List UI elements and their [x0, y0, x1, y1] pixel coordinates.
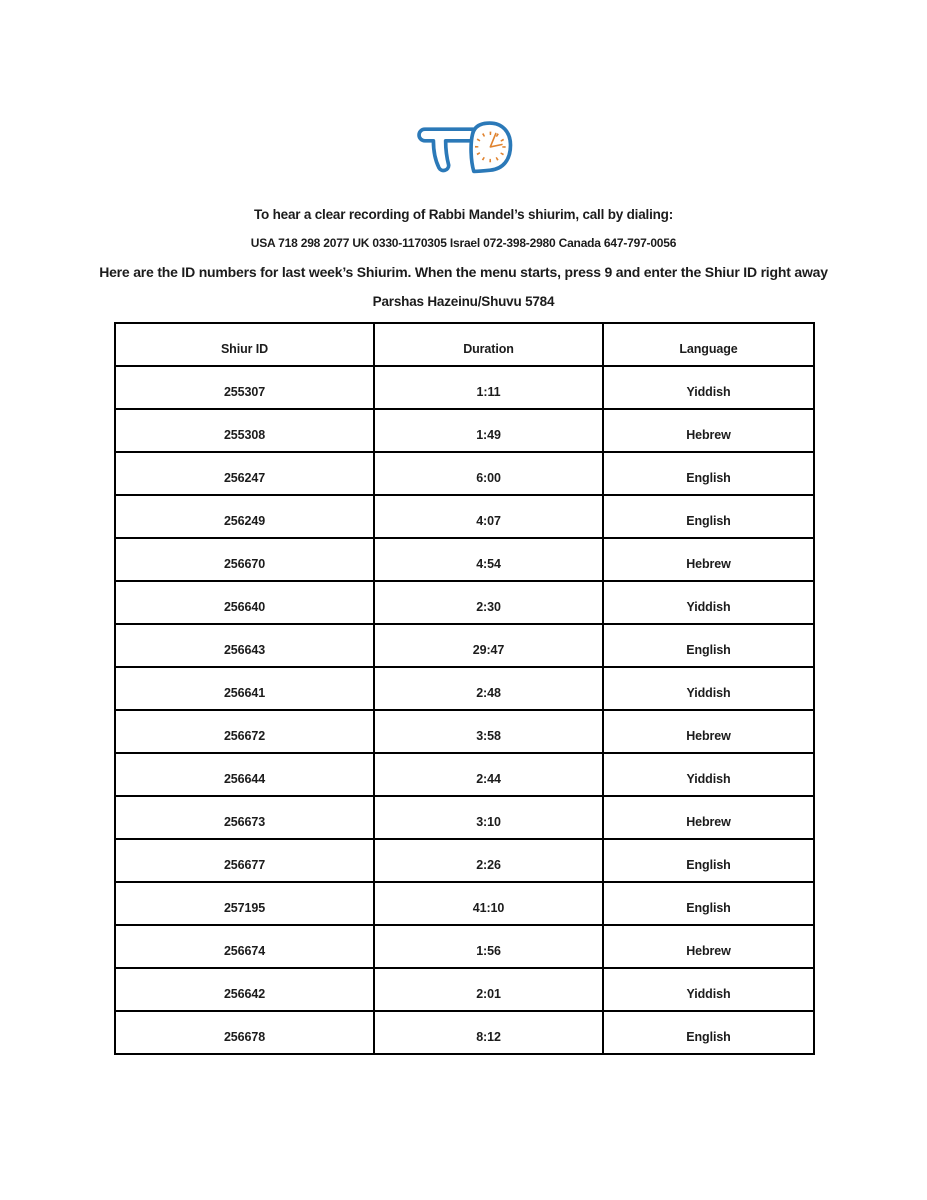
table-row — [115, 796, 814, 839]
table-cell: 256674 — [115, 925, 374, 968]
clock-logo-icon — [412, 116, 516, 176]
table-cell: English — [603, 495, 814, 538]
table-cell: English — [603, 452, 814, 495]
table-row — [115, 753, 814, 796]
table-cell: 256673 — [115, 796, 374, 839]
table-cell: 256641 — [115, 667, 374, 710]
table-cell: Yiddish — [603, 667, 814, 710]
logo — [412, 116, 516, 176]
table-cell: 3:58 — [374, 710, 603, 753]
table-cell: Hebrew — [603, 538, 814, 581]
table-row — [115, 538, 814, 581]
table-cell: 8:12 — [374, 1011, 603, 1054]
table-cell: 2:48 — [374, 667, 603, 710]
call-instruction-line: To hear a clear recording of Rabbi Mandel’s shiurim, call by dialing: — [253, 207, 674, 222]
table-cell: Yiddish — [603, 753, 814, 796]
table-cell: 3:10 — [374, 796, 603, 839]
table-row — [115, 968, 814, 1011]
table-cell: English — [603, 1011, 814, 1054]
id-instructions-line: Here are the ID numbers for last week’s Shiurim. When the menu starts, press 9 and enter the Shiur ID right away — [99, 264, 828, 280]
table-row — [115, 624, 814, 667]
table-cell: 257195 — [115, 882, 374, 925]
table-cell: Hebrew — [603, 409, 814, 452]
table-cell: 256677 — [115, 839, 374, 882]
table-header-row — [115, 323, 814, 366]
table-cell: 1:49 — [374, 409, 603, 452]
table-cell: Hebrew — [603, 710, 814, 753]
phone-numbers-line: USA 718 298 2077 UK 0330-1170305 Israel 072-398-2980 Canada 647-797-0056 — [250, 236, 677, 250]
logo-letter-t — [419, 129, 473, 170]
table-cell: 2:26 — [374, 839, 603, 882]
column-header-shiur-id: Shiur ID — [115, 323, 374, 366]
table-cell: Yiddish — [603, 366, 814, 409]
shiurim-table — [114, 322, 815, 1055]
table-row — [115, 925, 814, 968]
table-cell: 4:07 — [374, 495, 603, 538]
table-row — [115, 366, 814, 409]
table-row — [115, 452, 814, 495]
parsha-title: Parshas Hazeinu/Shuvu 5784 — [372, 294, 555, 309]
table-cell: 41:10 — [374, 882, 603, 925]
table-cell: 1:11 — [374, 366, 603, 409]
table-body — [115, 366, 814, 1054]
table-cell: 4:54 — [374, 538, 603, 581]
table-cell: 6:00 — [374, 452, 603, 495]
column-header-duration: Duration — [374, 323, 603, 366]
table-row — [115, 495, 814, 538]
column-header-language: Language — [603, 323, 814, 366]
table-cell: 255308 — [115, 409, 374, 452]
table-cell: 2:01 — [374, 968, 603, 1011]
table-cell: 256642 — [115, 968, 374, 1011]
table-row — [115, 839, 814, 882]
table-cell: English — [603, 624, 814, 667]
table-cell: 29:47 — [374, 624, 603, 667]
table-cell: 2:44 — [374, 753, 603, 796]
table-cell: 256247 — [115, 452, 374, 495]
table-cell: Yiddish — [603, 581, 814, 624]
table-row — [115, 1011, 814, 1054]
table-row — [115, 581, 814, 624]
table-row — [115, 667, 814, 710]
table-row — [115, 409, 814, 452]
table-cell: 256249 — [115, 495, 374, 538]
table-row — [115, 882, 814, 925]
table-cell: English — [603, 839, 814, 882]
table-cell: 2:30 — [374, 581, 603, 624]
table-cell: Hebrew — [603, 925, 814, 968]
table-cell: 256672 — [115, 710, 374, 753]
table-cell: English — [603, 882, 814, 925]
table-cell: 256678 — [115, 1011, 374, 1054]
table-header — [115, 323, 814, 366]
table-cell: 256643 — [115, 624, 374, 667]
table-cell: 1:56 — [374, 925, 603, 968]
table-cell: 255307 — [115, 366, 374, 409]
table-cell: 256640 — [115, 581, 374, 624]
table-cell: Hebrew — [603, 796, 814, 839]
table-row — [115, 710, 814, 753]
table-cell: 256670 — [115, 538, 374, 581]
table-cell: 256644 — [115, 753, 374, 796]
table-cell: Yiddish — [603, 968, 814, 1011]
